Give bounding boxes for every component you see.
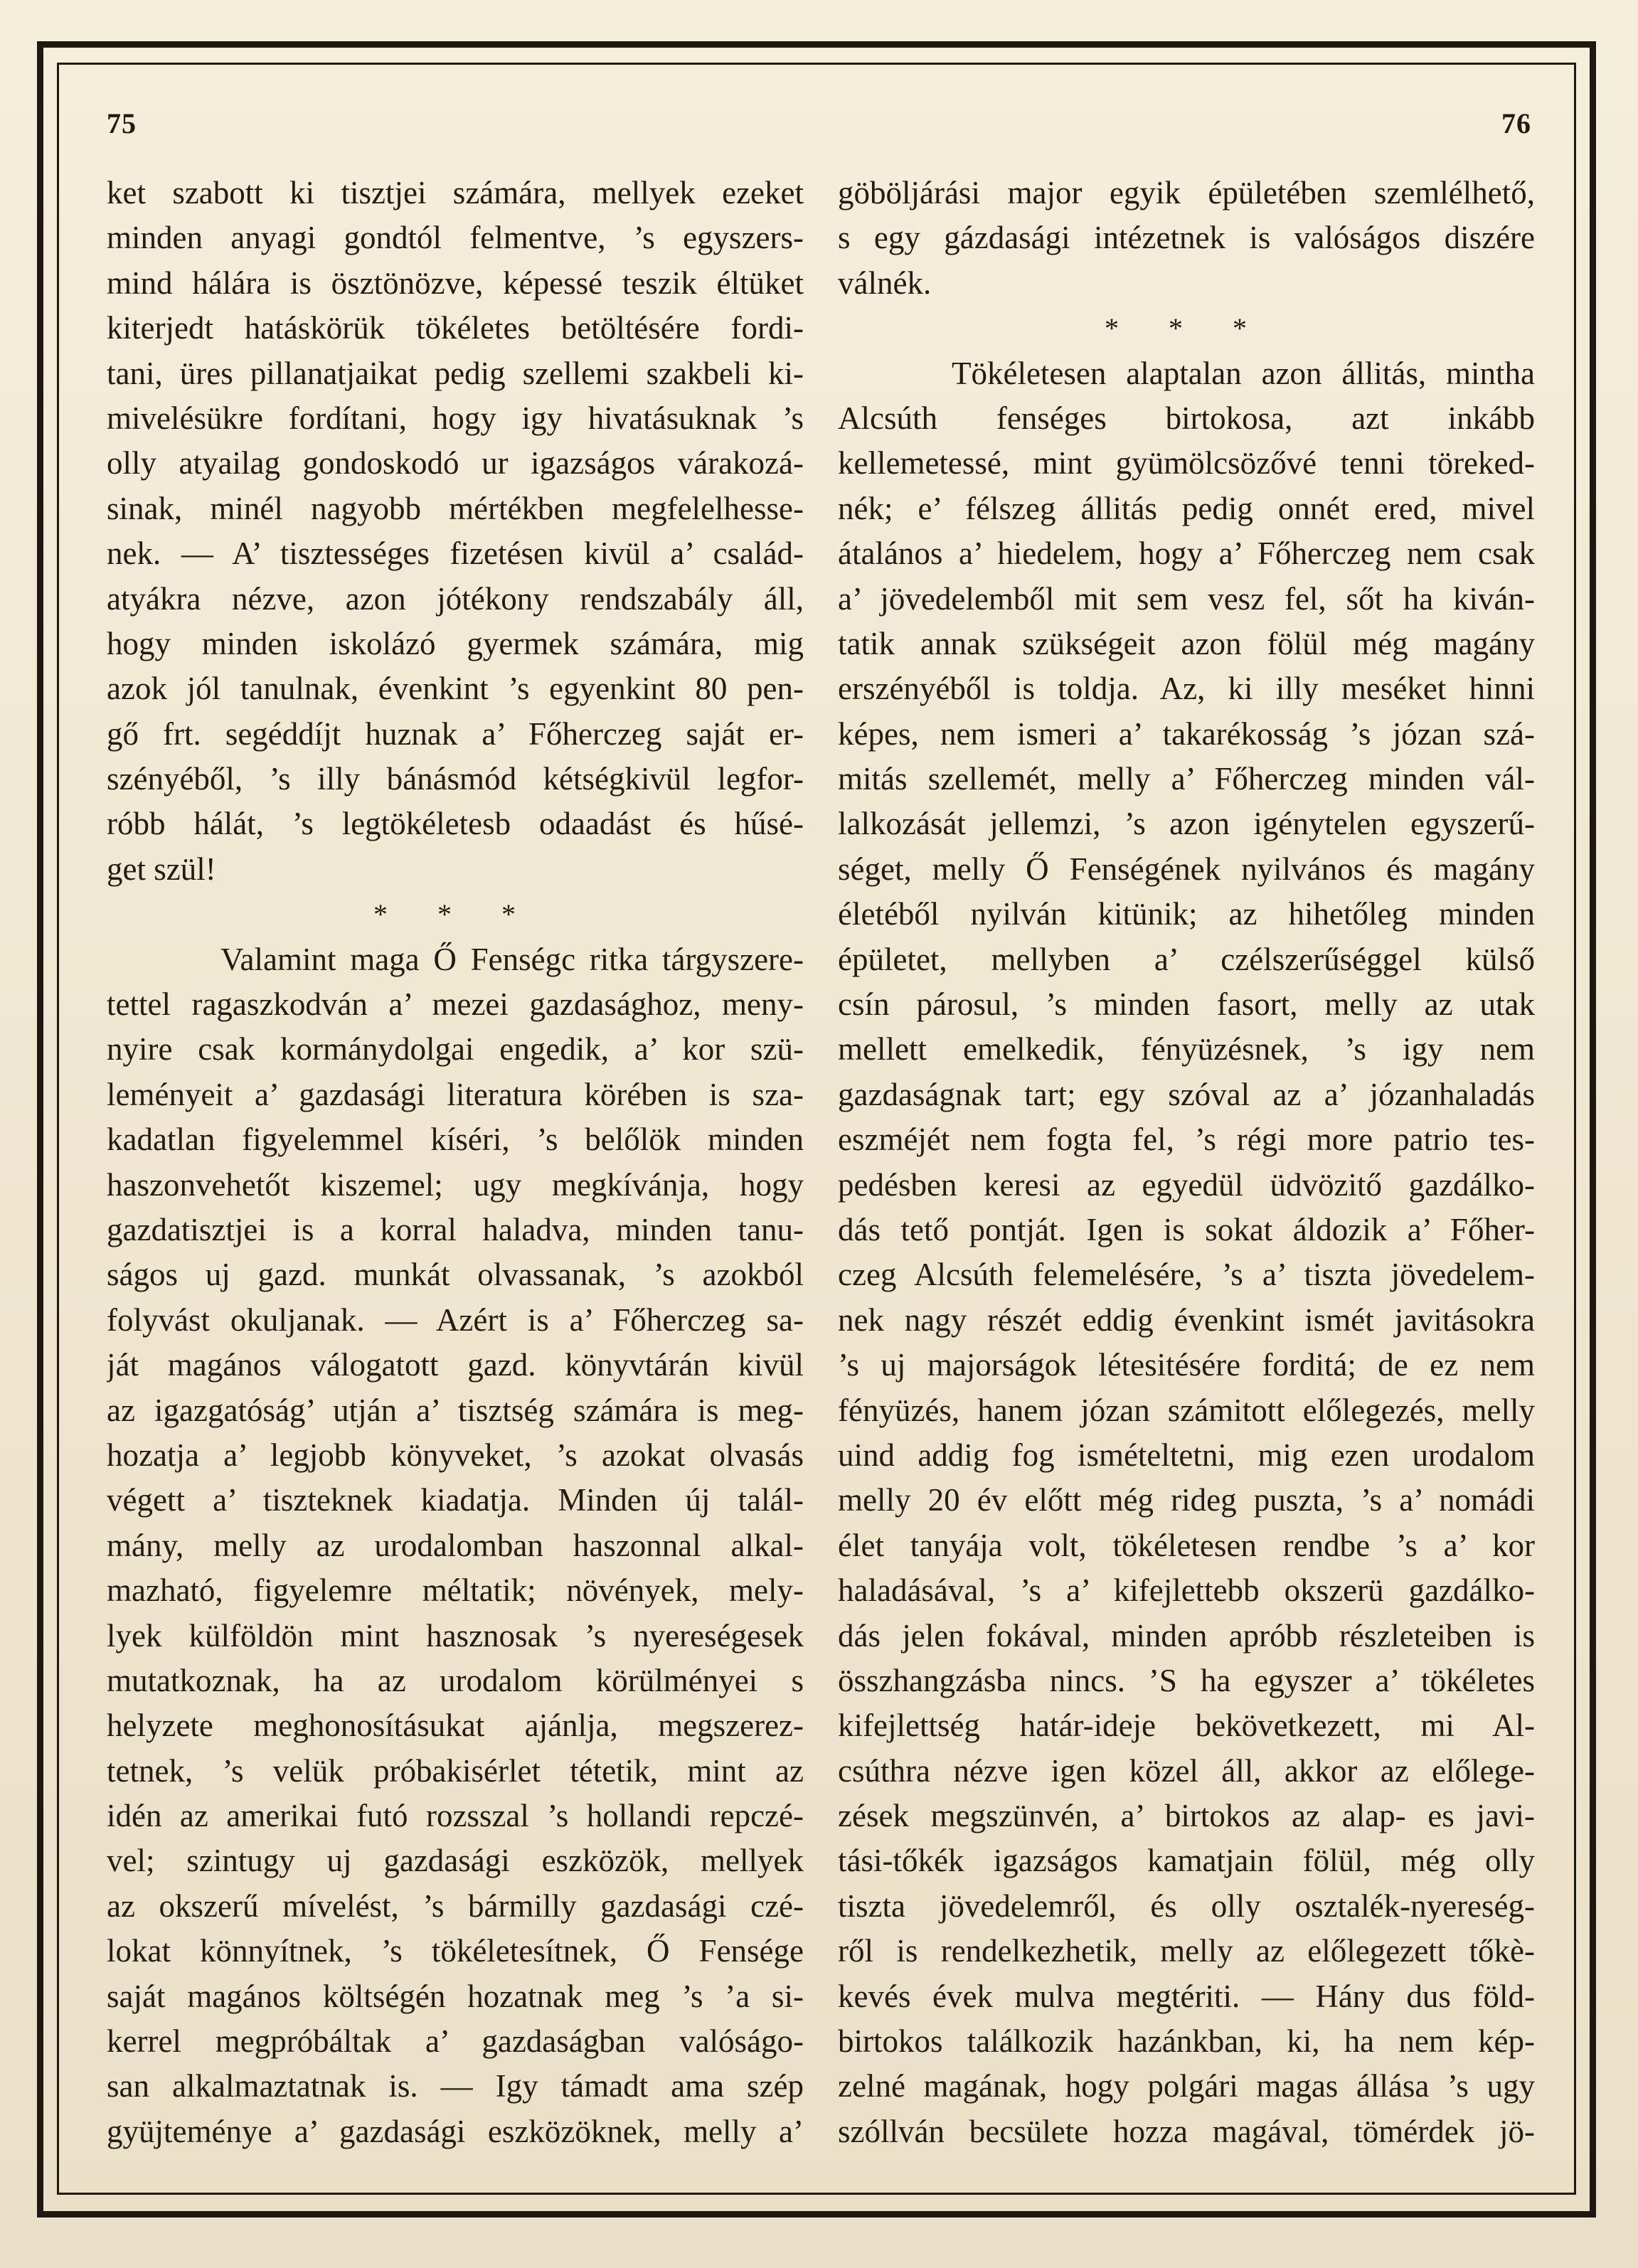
text-line: ket szabott ki tisztjei számára, mellyek ezeket — [107, 175, 804, 211]
text-line: mány, melly az urodalomban haszonnal alkal- — [107, 1527, 804, 1563]
text-line: tiszta jövedelemről, és olly osztalék-nyereség- — [838, 1888, 1535, 1924]
text-line: összhangzásba nincs. ’S ha egyszer a’ tökéletes — [838, 1662, 1535, 1698]
text-line: eszméjét nem fogta fel, ’s régi more patrio tes- — [838, 1122, 1535, 1158]
text-line: válnék. — [838, 265, 932, 301]
text-line: végett a’ tiszteknek kiadatja. Minden új talál- — [107, 1482, 804, 1518]
text-line: leményeit a’ gazdasági literatura körében is sza- — [107, 1076, 804, 1112]
page-number-left: 75 — [107, 107, 137, 139]
text-line: czeg Alcsúth felemelésére, ’s a’ tiszta jövedelem- — [838, 1257, 1535, 1293]
text-line: Tökéletesen alaptalan azon állitás, mintha — [952, 355, 1535, 391]
text-line: birtokos találkozik hazánkban, ki, ha nem kép- — [838, 2023, 1535, 2060]
text-line: atyákra nézve, azon jótékony rendszabály áll, — [107, 580, 804, 617]
text-line: pedésben keresi az egyedül üdvözitő gazdálko- — [838, 1166, 1535, 1203]
text-line: olly atyailag gondoskodó ur igazságos várakozá- — [107, 445, 804, 481]
text-line: kadatlan figyelemmel kíséri, ’s belőlök minden — [107, 1122, 804, 1158]
text-line: nyire csak kormánydolgai engedik, a’ kor szü- — [107, 1031, 804, 1068]
text-line: dás tető pontját. Igen is sokat áldozik a’ Főher- — [838, 1211, 1535, 1247]
text-line: mivelésükre fordítani, hogy igy hivatásuknak ’s — [107, 400, 804, 436]
text-line: haladásával, ’s a’ kifejlettebb okszerü gazdálko- — [838, 1572, 1535, 1609]
text-line: san alkalmaztatnak is. — Igy támadt ama szép — [107, 2068, 804, 2104]
right-text-column — [838, 171, 1535, 2154]
text-line: gyüjteménye a’ gazdasági eszközöknek, melly a’ — [107, 2113, 804, 2149]
text-line: mind hálára is ösztönözve, képessé teszik éltüket — [107, 265, 804, 301]
text-line: csúthra nézve igen közel áll, akkor az előlege- — [838, 1752, 1535, 1789]
text-line: csín párosul, ’s minden fasort, melly az utak — [838, 986, 1535, 1023]
text-line: dás jelen fokával, minden apróbb részleteiben is — [838, 1617, 1535, 1654]
text-line: mitás szellemét, melly a’ Főherczeg minden vál- — [838, 761, 1535, 797]
text-line: a’ jövedelemből mit sem vesz fel, sőt ha kiván- — [838, 580, 1535, 617]
text-line: s egy gázdasági intézetnek is valóságos diszére — [838, 220, 1535, 256]
text-line: tani, üres pillanatjaikat pedig szellemi szakbeli ki- — [107, 355, 804, 391]
text-line: mutatkoznak, ha az urodalom körülményei s — [107, 1662, 804, 1698]
text-line: életéből nyilván kitünik; az hihetőleg minden — [838, 896, 1535, 932]
text-line: nek. — A’ tisztességes fizetésen kivül a’ család- — [107, 536, 804, 572]
text-line: az igazgatóság’ utján a’ tisztség számára is meg- — [107, 1392, 804, 1428]
text-line: Valamint maga Ő Fenségc ritka tárgyszere- — [220, 941, 804, 977]
text-line: lyek külföldön mint hasznosak ’s nyereségesek — [107, 1617, 804, 1654]
text-line: átalános a’ hiedelem, hogy a’ Főherczeg nem csak — [838, 536, 1535, 572]
text-line: mazható, figyelemre méltatik; növények, mely- — [107, 1572, 804, 1609]
text-line: mellett emelkedik, fényüzésnek, ’s igy nem — [838, 1031, 1535, 1068]
text-line: gő frt. segéddíjt huznak a’ Főherczeg saját er- — [107, 715, 804, 752]
text-line: saját magános költségén hozatnak meg ’s ’a si- — [107, 1978, 804, 2014]
text-line: nek nagy részét eddig évenkint ismét javitásokra — [838, 1301, 1535, 1338]
text-line: ságos uj gazd. munkát olvassanak, ’s azokból — [107, 1257, 804, 1293]
page-number-right: 76 — [1501, 107, 1531, 139]
text-line: vel; szintugy uj gazdasági eszközök, mellyek — [107, 1843, 804, 1879]
text-line: azok jól tanulnak, évenkint ’s egyenkint 80 pen- — [107, 671, 804, 707]
left-text-column — [107, 171, 804, 2154]
text-line: ről is rendelkezhetik, melly az előlegezett tőkè- — [838, 1933, 1535, 1969]
text-line: épületet, mellyben a’ czélszerűséggel külső — [838, 941, 1535, 977]
text-line: szényéből, ’s illy bánásmód kétségkivül legfor- — [107, 761, 804, 797]
text-line: get szül! — [107, 851, 216, 887]
text-line: kellemetessé, mint gyümölcsözővé tenni töreked- — [838, 445, 1535, 481]
text-line: Alcsúth fenséges birtokosa, azt inkább — [838, 400, 1535, 436]
section-separator-stars: * * * — [373, 898, 537, 931]
text-line: nék; e’ félszeg állitás pedig onnét ered, mivel — [838, 490, 1535, 526]
text-line: erszényéből is toldja. Az, ki illy meséket hinni — [838, 671, 1535, 707]
text-line: helyzete meghonosításukat ajánlja, megszerez- — [107, 1708, 804, 1744]
text-line: tási-tőkék igazságos kamatjain fölül, még olly — [838, 1843, 1535, 1879]
text-line: tatik annak szükségeit azon fölül még magány — [838, 625, 1535, 661]
text-line: ’s uj majorságok létesitésére forditá; de ez nem — [838, 1347, 1535, 1383]
text-line: ját magános válogatott gazd. könyvtárán kivül — [107, 1347, 804, 1383]
text-line: fényüzés, hanem józan számitott előlegezés, melly — [838, 1392, 1535, 1428]
text-line: hozatja a’ legjobb könyveket, ’s azokat olvasás — [107, 1437, 804, 1473]
text-line: haszonvehetőt kiszemel; ugy megkívánja, hogy — [107, 1166, 804, 1203]
text-line: lalkozását jellemzi, ’s azon igénytelen egyszerű- — [838, 806, 1535, 842]
text-line: séget, melly Ő Fenségének nyilvános és magány — [838, 851, 1535, 887]
section-separator-stars: * * * — [1105, 312, 1268, 345]
text-line: kifejlettség határ-ideje bekövetkezett, mi Al- — [838, 1708, 1535, 1744]
text-line: kevés évek mulva megtériti. — Hány dus föld- — [838, 1978, 1535, 2014]
text-line: élet tanyája volt, tökéletesen rendbe ’s a’ kor — [838, 1527, 1535, 1563]
text-line: idén az amerikai futó rozsszal ’s hollandi repczé- — [107, 1798, 804, 1834]
text-line: folyvást okuljanak. — Azért is a’ Főherczeg sa- — [107, 1301, 804, 1338]
text-line: gazdatisztjei is a korral haladva, minden tanu- — [107, 1211, 804, 1247]
text-line: hogy minden iskolázó gyermek számára, mig — [107, 625, 804, 661]
text-line: kiterjedt hatáskörük tökéletes betöltésére fordi- — [107, 310, 804, 346]
text-line: tetnek, ’s velük próbakisérlet tétetik, mint az — [107, 1752, 804, 1789]
text-line: göböljárási major egyik épületében szemlélhető, — [838, 175, 1535, 211]
text-line: szóllván becsülete hozza magával, tömérdek jö- — [838, 2113, 1535, 2149]
text-line: zelné magának, hogy polgári magas állása ’s ugy — [838, 2068, 1535, 2104]
text-line: minden anyagi gondtól felmentve, ’s egyszers- — [107, 220, 804, 256]
text-line: melly 20 év előtt még rideg puszta, ’s a’ nomádi — [838, 1482, 1535, 1518]
text-line: képes, nem ismeri a’ takarékosság ’s józan szá- — [838, 715, 1535, 752]
text-line: tettel ragaszkodván a’ mezei gazdasághoz, meny- — [107, 986, 804, 1023]
text-line: lokat könnyítnek, ’s tökéletesítnek, Ő Fensége — [107, 1933, 804, 1969]
text-line: gazdaságnak tart; egy szóval az a’ józanhaladás — [838, 1076, 1535, 1112]
text-line: róbb hálát, ’s legtökéletesb odaadást és hűsé- — [107, 806, 804, 842]
text-line: az okszerű mívelést, ’s bármilly gazdasági czé- — [107, 1888, 804, 1924]
text-line: kerrel megpróbáltak a’ gazdaságban valóságo- — [107, 2023, 804, 2060]
text-line: uind addig fog ismételtetni, mig ezen urodalom — [838, 1437, 1535, 1473]
text-line: sinak, minél nagyobb mértékben megfelelhesse- — [107, 490, 804, 526]
text-line: zések megszünvén, a’ birtokos az alap- es javi- — [838, 1798, 1535, 1834]
